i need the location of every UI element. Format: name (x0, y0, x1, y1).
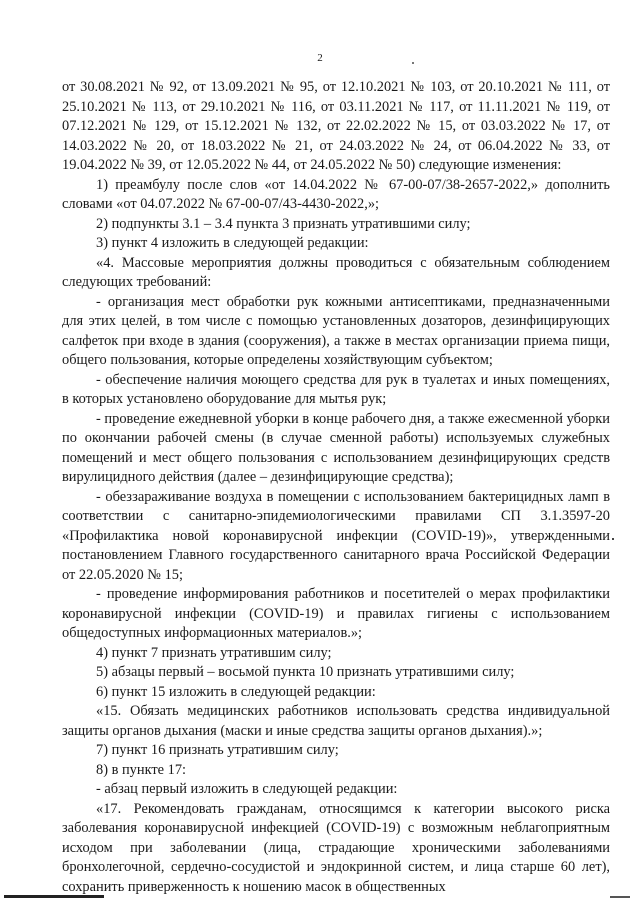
paragraph-amendments-list: от 30.08.2021 № 92, от 13.09.2021 № 95, от 12.10.2021 № 103, от 20.10.2021 № 111, от 25.10.2021 № 113, от 29.10.2021 № 116, от 03.11.2021 № 117, от 11.11.2021 № 119, от 07.12.2021 № 129, от 15.12.2021 № 132, от 22.02.2022 № 15, от 03.03.2022 № 17, от 14.03.2022 № 20, от 18.03.2022 № 21, от 24.03.2022 № 24, от 06.04.2022 № 33, от 19.04.2022 № 39, от 12.05.2022 № 44, от 24.05.2022 № 50) следующие изменения: (62, 79, 610, 173)
paragraph-point-15: «15. Обязать медицинских работников использовать средства индивидуальной защиты органов дыхания (маски и иные средства защиты органов дыхания).»; (62, 703, 610, 739)
paragraph-bullet-informing: - проведение информирования работников и посетителей о мерах профилактики коронавирусной инфекции (COVID-19) и правилах гигиены с использованием общедоступных информационных материалов.»; (62, 586, 610, 641)
paragraph-item-5: 5) абзацы первый – восьмой пункта 10 признать утратившими силу; (96, 664, 515, 680)
paragraph-item-7: 7) пункт 16 признать утратившим силу; (96, 742, 339, 758)
paragraph-sub-first: - абзац первый изложить в следующей редакции: (96, 781, 398, 797)
scan-artifact (612, 538, 614, 540)
paragraph-item-6: 6) пункт 15 изложить в следующей редакции: (96, 683, 376, 700)
paragraph-bullet-soap: - обеспечение наличия моющего средства для рук в туалетах и иных помещениях, в которых установлено оборудование для мытья рук; (62, 371, 610, 407)
scan-edge-mark (4, 895, 104, 898)
paragraph-point-4: «4. Массовые мероприятия должны проводиться с обязательным соблюдением следующих требований: (62, 254, 610, 290)
paragraph-item-1: 1) преамбулу после слов «от 14.04.2022 № 67-00-07/38-2657-2022,» дополнить словами «от 04.07.2022 № 67-00-07/43-4430-2022,»; (62, 176, 610, 212)
paragraph-bullet-cleaning: - проведение ежедневной уборки в конце рабочего дня, а также ежесменной уборки по окончании рабочей смены (в случае сменной работы) используемых служебных помещений и мест общего пользования с использованием дезинфицирующих средств вирулицидного действия (далее – дезинфицирующие средства); (62, 410, 610, 485)
scan-edge-mark (610, 896, 630, 898)
paragraph-item-2: 2) подпункты 3.1 – 3.4 пункта 3 признать утратившими силу; (96, 215, 471, 232)
paragraph-item-8: 8) в пункте 17: (96, 761, 187, 778)
page-number: 2 (317, 52, 323, 64)
paragraph-point-17: «17. Рекомендовать гражданам, относящимся к категории высокого риска заболевания коронавирусной инфекцией (COVID-19) с возможным неблагоприятным исходом при заболевании (лица, страдающие хроническими заболеваниями бронхолегочной, сердечно-сосудистой и эндокринной систем, и лица старше 60 лет), сохранить приверженность к ношению масок в общественных (62, 800, 610, 895)
document-body (62, 78, 610, 897)
paragraph-bullet-antiseptics: - организация мест обработки рук кожными антисептиками, предназначенными для этих целей, в том числе с помощью установленных дозаторов, дезинфицирующих салфеток при входе в здания (сооружения), а также в местах организации приема пищи, общего пользования, которые определены хозяйствующим субъектом; (62, 293, 610, 368)
paragraph-item-4: 4) пункт 7 признать утратившим силу; (96, 644, 332, 661)
scan-artifact (412, 62, 414, 64)
paragraph-bullet-air: - обеззараживание воздуха в помещении с использованием бактерицидных ламп в соответствии с санитарно-эпидемиологическими правилами СП 3.1.3597-20 «Профилактика новой коронавирусной инфекции (COVID-19)», утвержденными постановлением Главного государственного санитарного врача Российской Федерации от 22.05.2020 № 15; (62, 488, 610, 583)
paragraph-item-3: 3) пункт 4 изложить в следующей редакции: (96, 235, 369, 251)
